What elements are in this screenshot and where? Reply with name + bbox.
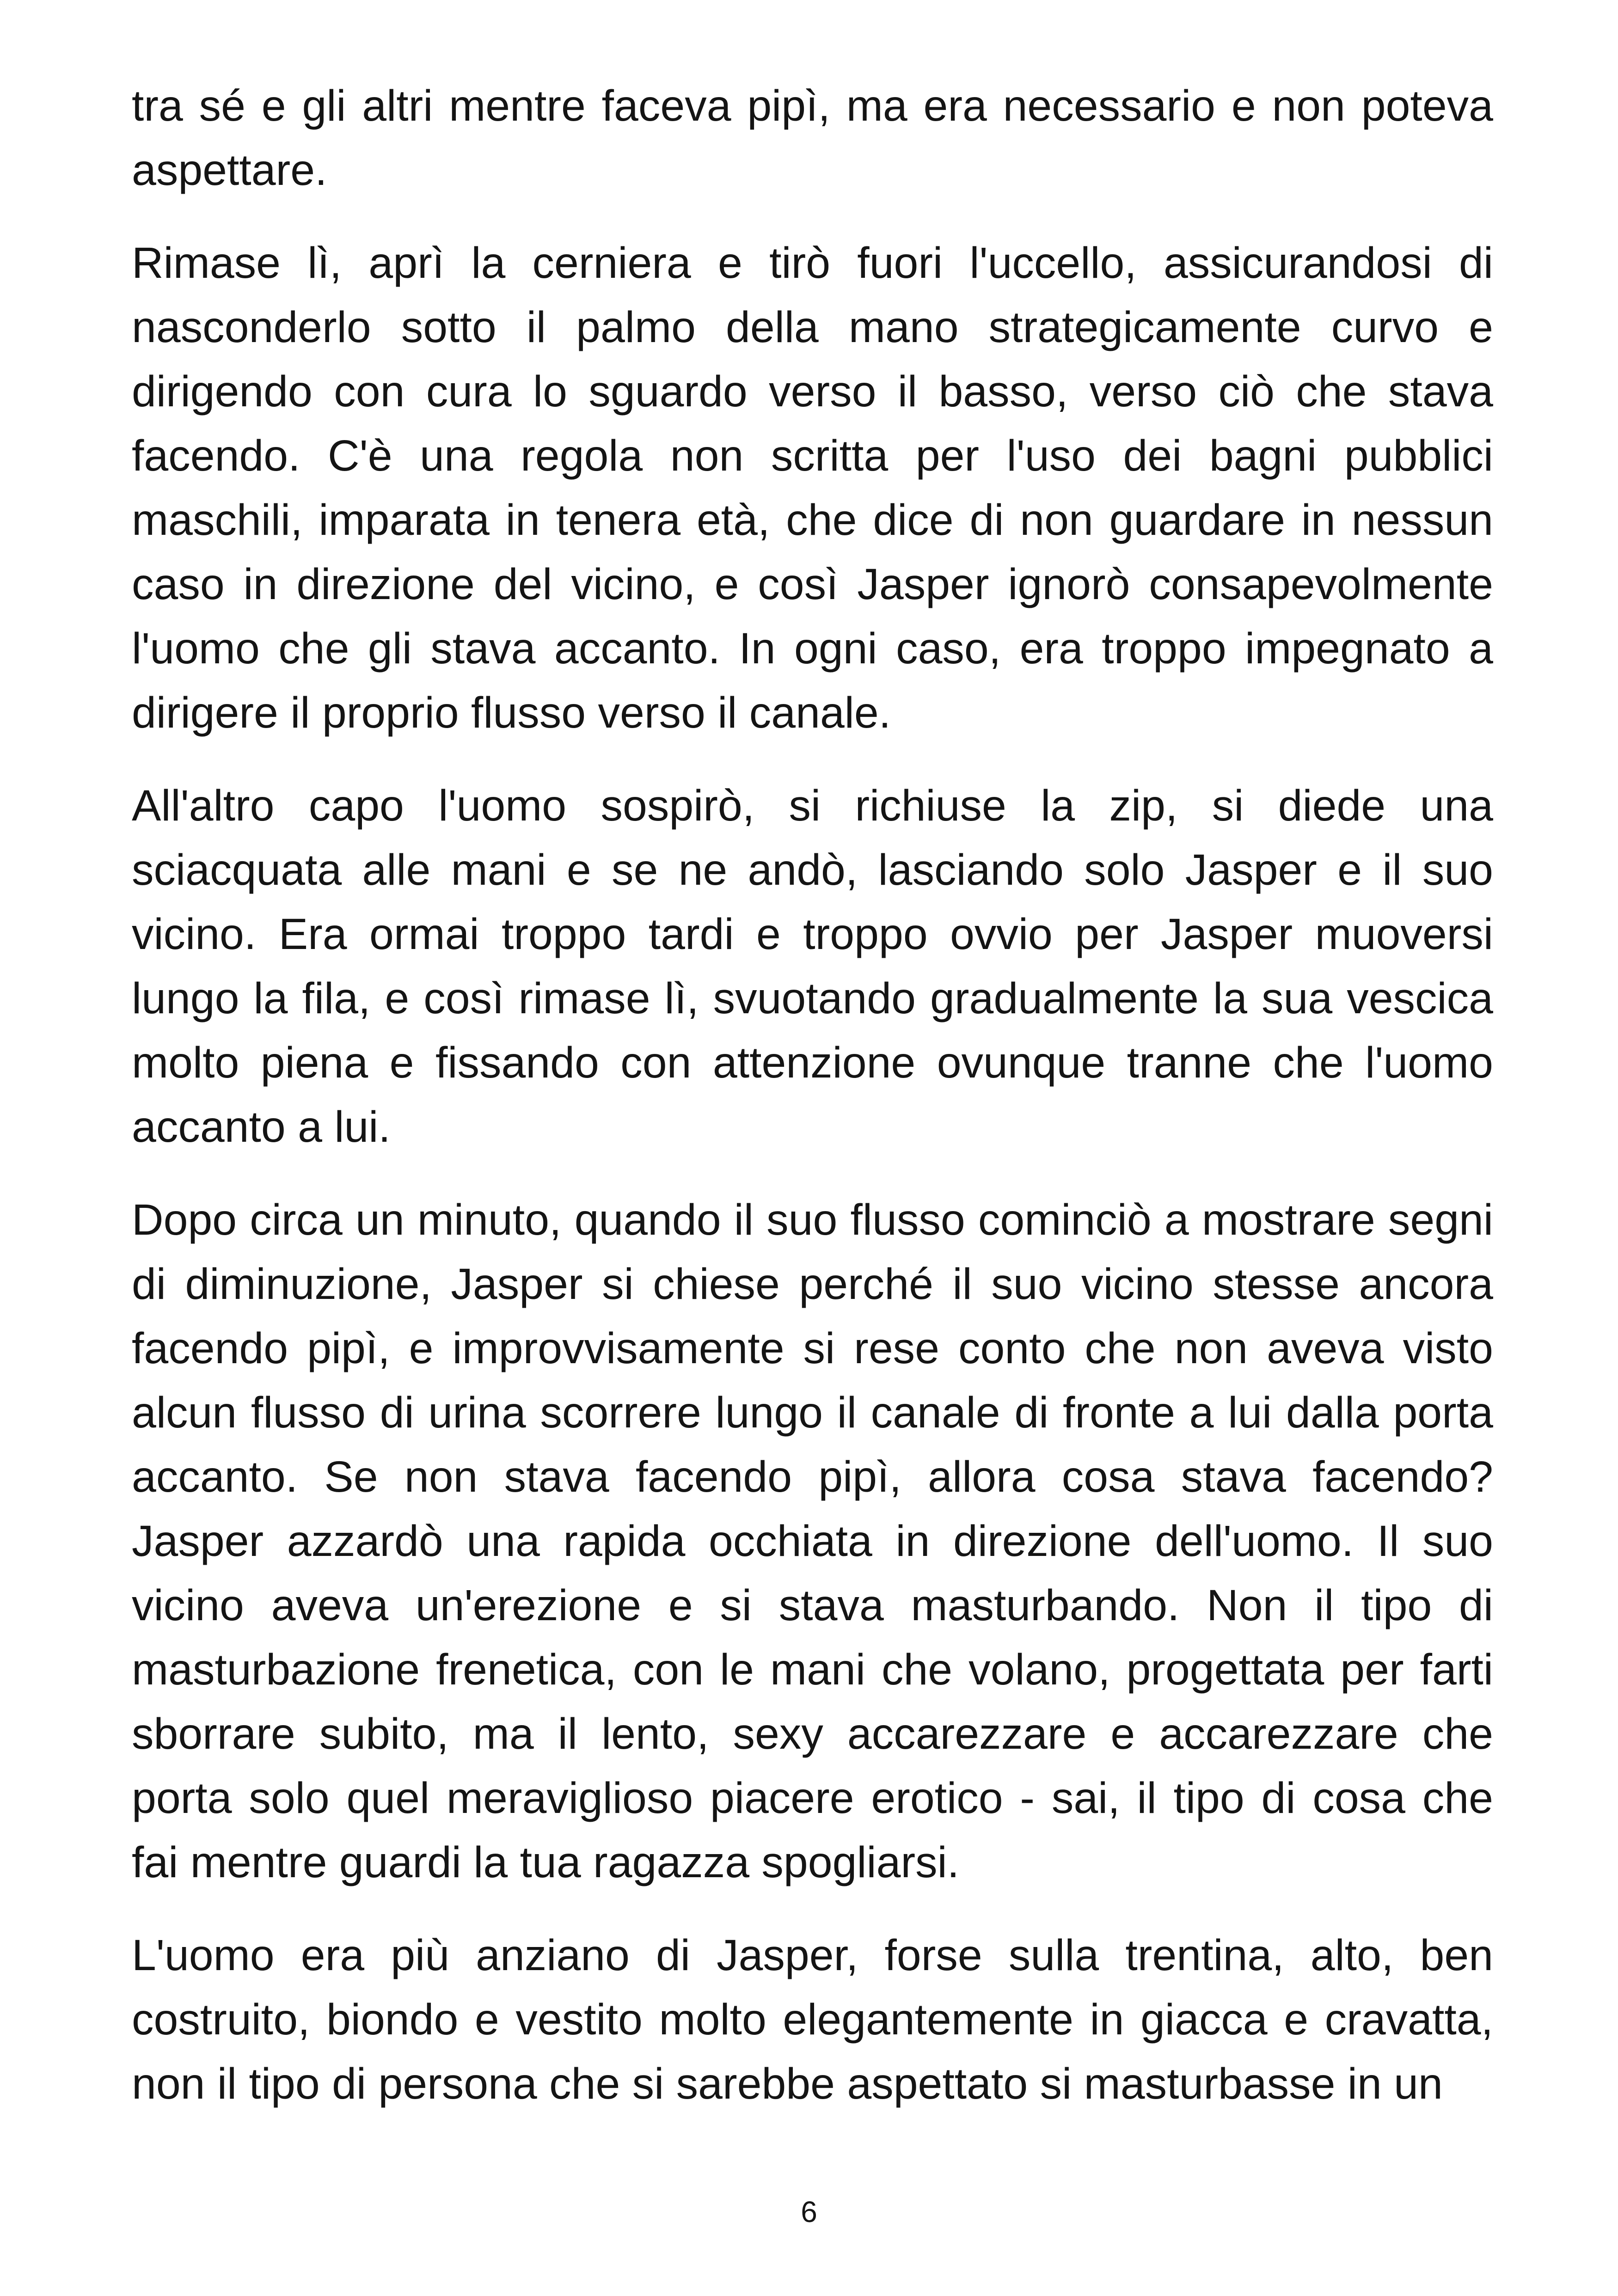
paragraph-4: Dopo circa un minuto, quando il suo flusso cominciò a mostrare segni di diminuzione, Jasper si chiese perché il suo vicino stesse ancora facendo pipì, e improvvisamente si rese conto che non aveva visto alcun flusso di urina scorrere lungo il canale di fronte a lui dalla porta accanto. Se non stava facendo pipì, allora cosa stava facendo? Jasper azzardò una rapida occhiata in direzione dell'uomo. Il suo vicino aveva un'erezione e si stava masturbando. Non il tipo di masturbazione frenetica, con le mani che volano, progettata per farti sborrare subito, ma il lento, sexy accarezzare e accarezzare che porta solo quel meraviglioso piacere erotico - sai, il tipo di cosa che fai mentre guardi la tua ragazza spogliarsi.	[132, 1195, 1493, 1887]
paragraph-5: L'uomo era più anziano di Jasper, forse sulla trentina, alto, ben costruito, biondo e vestito molto elegantemente in giacca e cravatta, non il tipo di persona che si sarebbe aspettato si masturbasse in un	[132, 1931, 1493, 2108]
paragraph-2: Rimase lì, aprì la cerniera e tirò fuori l'uccello, assicurandosi di nasconderlo sotto il palmo della mano strategicamente curvo e dirigendo con cura lo sguardo verso il basso, verso ciò che stava facendo. C'è una regola non scritta per l'uso dei bagni pubblici maschili, imparata in tenera età, che dice di non guardare in nessun caso in direzione del vicino, e così Jasper ignorò consapevolmente l'uomo che gli stava accanto. In ogni caso, era troppo impegnato a dirigere il proprio flusso verso il canale.	[132, 239, 1493, 737]
paragraph-3: All'altro capo l'uomo sospirò, si richiuse la zip, si diede una sciacquata alle mani e se ne andò, lasciando solo Jasper e il suo vicino. Era ormai troppo tardi e troppo ovvio per Jasper muoversi lungo la fila, e così rimase lì, svuotando gradualmente la sua vescica molto piena e fissando con attenzione ovunque tranne che l'uomo accanto a lui.	[132, 781, 1493, 1151]
paragraph-1: tra sé e gli altri mentre faceva pipì, ma era necessario e non poteva aspettare.	[132, 81, 1493, 195]
body-text	[132, 74, 1493, 2145]
page-number: 6	[801, 2195, 817, 2229]
